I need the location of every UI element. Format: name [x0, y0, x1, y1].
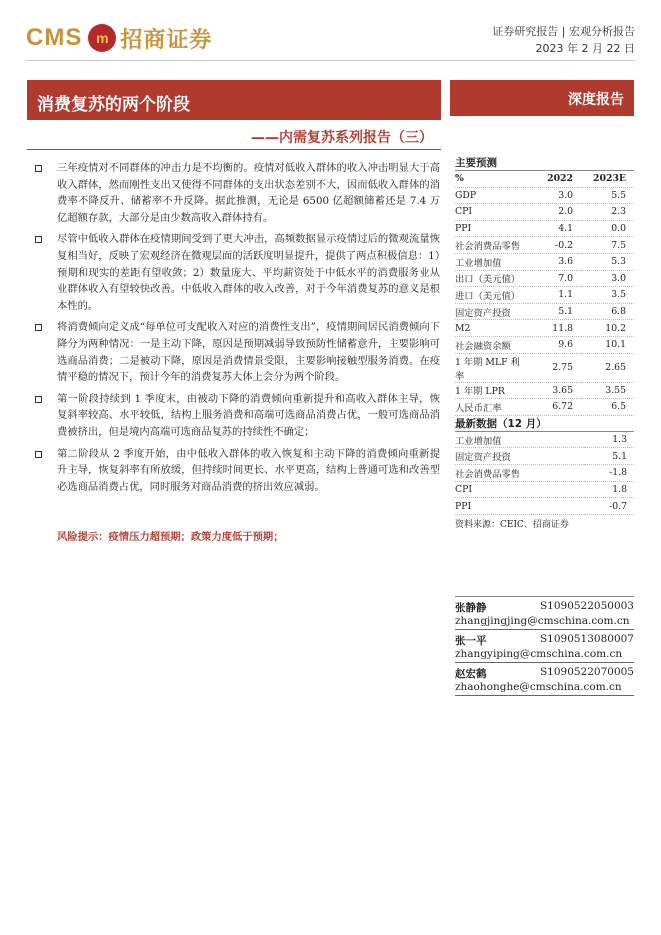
row-label: GDP	[455, 187, 528, 204]
row-label: 固定资产投资	[455, 448, 584, 465]
value-2023e: 2.3	[581, 204, 634, 221]
table-row	[455, 336, 634, 353]
bullet-square-icon	[35, 236, 42, 243]
header-cell: %	[455, 171, 528, 187]
forecast-table	[455, 171, 634, 416]
row-value: -1.8	[584, 465, 634, 482]
row-label: 1 年期 MLF 利率	[455, 353, 528, 382]
table-header-row	[455, 171, 634, 187]
value-2023e: 6.8	[581, 303, 634, 320]
row-label: 人民币汇率	[455, 399, 528, 416]
author-row	[455, 633, 634, 648]
page-title: 消费复苏的两个阶段	[37, 95, 190, 115]
risk-warning: 风险提示：疫情压力超预期；政策力度低于预期；	[57, 531, 284, 543]
author-id: S1090522050003	[539, 600, 634, 612]
value-2022: 11.8	[528, 320, 581, 337]
bullet-square-icon	[35, 324, 42, 331]
author-entry	[455, 597, 634, 630]
value-2022: 9.6	[528, 336, 581, 353]
value-2022: 3.65	[528, 382, 581, 399]
value-2022: 1.1	[528, 287, 581, 304]
table-row	[455, 287, 634, 304]
row-value: 5.1	[584, 448, 634, 465]
value-2023e: 3.5	[581, 287, 634, 304]
table-row	[455, 204, 634, 221]
table-row	[455, 448, 634, 465]
row-label: CPI	[455, 481, 584, 498]
value-2023e: 5.5	[581, 187, 634, 204]
value-2023e: 0.0	[581, 220, 634, 237]
sidebar-data	[455, 155, 634, 530]
table-row	[455, 465, 634, 482]
table-row	[455, 353, 634, 382]
header-divider	[26, 60, 635, 61]
value-2022: 7.0	[528, 270, 581, 287]
bullet-text: 三年疫情对不同群体的冲击力是不均衡的。疫情对低收入群体的收入冲击明显大于高收入群体，然而刚性支出又使得不同群体的支出状态差别不大，因而低收入群体的消费率不降反升、储蓄率不升反降。据此推测，无论是 6500 亿超额储蓄还是 7.4 万亿超额存款，大部分是由少数高收入群体持有。	[57, 162, 440, 224]
report-badge	[450, 80, 634, 116]
title-banner	[27, 80, 441, 120]
row-label: M2	[455, 320, 528, 337]
bullet-item	[35, 446, 440, 496]
value-2022: 4.1	[528, 220, 581, 237]
bullet-text: 将消费倾向定义成“每单位可支配收入对应的消费性支出”，疫情期间居民消费倾向下降分为两种情况：一是主动下降，原因是预期减弱导致预防性储蓄意升，主要影响可选商品消费；二是被动下降，原因是消费情景受限，主要影响接触型服务消费。在疫情平稳的情况下，预计今年的消费复苏大体上会分为两个阶段。	[57, 321, 440, 384]
value-2023e: 2.65	[581, 353, 634, 382]
bullet-item	[35, 319, 440, 385]
author-entry	[455, 630, 634, 663]
row-label: 社会消费品零售	[455, 237, 528, 254]
summary-bullets	[35, 160, 440, 500]
value-2023e: 3.55	[581, 382, 634, 399]
author-id: S1090522070005	[539, 666, 634, 678]
author-name: 张静静	[455, 602, 487, 614]
row-label: 固定资产投资	[455, 303, 528, 320]
row-label: PPI	[455, 220, 528, 237]
table-row	[455, 498, 634, 515]
data-source: 资料来源：CEIC、招商证券	[455, 520, 569, 531]
table-row	[455, 382, 634, 399]
row-label: 社会消费品零售	[455, 465, 584, 482]
table-row	[455, 220, 634, 237]
value-2022: 3.6	[528, 253, 581, 270]
row-label: 进口（美元值）	[455, 287, 528, 304]
bullet-text: 第二阶段从 2 季度开始，由中低收入群体的收入恢复和主动下降的消费倾向重新提升主导，恢复斜率有所放缓，但持续时间更长、水平更高，结构上普通可选和改善型必选商品消费占优，同时服务对商品消费的挤出效应减弱。	[57, 447, 440, 493]
value-2022: -0.2	[528, 237, 581, 254]
author-email[interactable]: zhangyiping@cmschina.com.cn	[455, 648, 623, 660]
author-entry	[455, 663, 634, 696]
row-label: 工业增加值	[455, 253, 528, 270]
value-2022: 2.0	[528, 204, 581, 221]
logo-cn-text: 招商证券	[120, 27, 213, 53]
row-label: 出口（美元值）	[455, 270, 528, 287]
author-email[interactable]: zhaohonghe@cmschina.com.cn	[455, 681, 622, 693]
table-row	[455, 481, 634, 498]
row-label: 社会融资余额	[455, 336, 528, 353]
value-2022: 6.72	[528, 399, 581, 416]
row-value: -0.7	[584, 498, 634, 515]
bullet-text: 第一阶段持续到 1 季度末，由被动下降的消费倾向重新提升和高收入群体主导，恢复斜率较高、水平较低，结构上服务消费和高端可选商品消费占优，一般可选商品消费被挤出，但是境内高端可选商品复苏的持续性不确定；	[57, 392, 440, 438]
table-row	[455, 253, 634, 270]
row-value: 1.3	[584, 432, 634, 448]
forecast-title: 主要预测	[455, 157, 497, 169]
author-row	[455, 666, 634, 681]
value-2022: 5.1	[528, 303, 581, 320]
value-2022: 3.0	[528, 187, 581, 204]
logo-cms-text: CMS	[26, 24, 83, 51]
page-header	[0, 0, 661, 75]
author-name: 张一平	[455, 635, 487, 647]
bullet-square-icon	[35, 396, 42, 403]
row-label: 工业增加值	[455, 432, 584, 448]
value-2023e: 3.0	[581, 270, 634, 287]
table-row	[455, 270, 634, 287]
table-row	[455, 303, 634, 320]
value-2023e: 10.1	[581, 336, 634, 353]
series-subtitle: ——内需复苏系列报告（三）	[251, 130, 433, 146]
table-row	[455, 320, 634, 337]
author-row	[455, 600, 634, 615]
report-type: 证券研究报告 | 宏观分析报告	[492, 25, 635, 38]
header-cell: 2022	[528, 171, 581, 187]
bullet-square-icon	[35, 165, 42, 172]
bullet-item	[35, 391, 440, 441]
value-2022: 2.75	[528, 353, 581, 382]
bullet-item	[35, 160, 440, 226]
report-badge-label: 深度报告	[568, 92, 624, 108]
table-row	[455, 399, 634, 416]
author-id: S1090513080007	[539, 633, 634, 645]
row-label: CPI	[455, 204, 528, 221]
table-row	[455, 432, 634, 448]
table-row	[455, 187, 634, 204]
table-row	[455, 237, 634, 254]
row-label: 1 年期 LPR	[455, 382, 528, 399]
bullet-item	[35, 231, 440, 314]
latest-data-table	[455, 432, 634, 515]
report-date: 2023 年 2 月 22 日	[535, 42, 635, 55]
row-label: PPI	[455, 498, 584, 515]
latest-data-title: 最新数据（12 月）	[455, 417, 547, 430]
value-2023e: 10.2	[581, 320, 634, 337]
author-email[interactable]: zhangjingjing@cmschina.com.cn	[455, 615, 630, 627]
value-2023e: 7.5	[581, 237, 634, 254]
subtitle-divider	[27, 149, 441, 150]
row-value: 1.8	[584, 481, 634, 498]
cms-logo	[26, 20, 212, 56]
header-cell: 2023E	[581, 171, 634, 187]
bullet-square-icon	[35, 451, 42, 458]
value-2023e: 6.5	[581, 399, 634, 416]
author-list	[455, 596, 634, 696]
logo-mark-icon: m	[88, 24, 116, 52]
bullet-text: 尽管中低收入群体在疫情期间受到了更大冲击，高频数据显示疫情过后的微观流量恢复相当好，反映了宏观经济在微观层面的活跃度明显提升，提供了两点积极信息：1）预期和现实的差距有望收敛；2）数量庞大、平均薪资处于中低水平的消费服务业从业群体收入有望较快改善。中低收入群体的收入改善，对于今年消费复苏的意义是根本性的。	[57, 233, 440, 312]
author-name: 赵宏鹤	[455, 668, 487, 680]
value-2023e: 5.3	[581, 253, 634, 270]
